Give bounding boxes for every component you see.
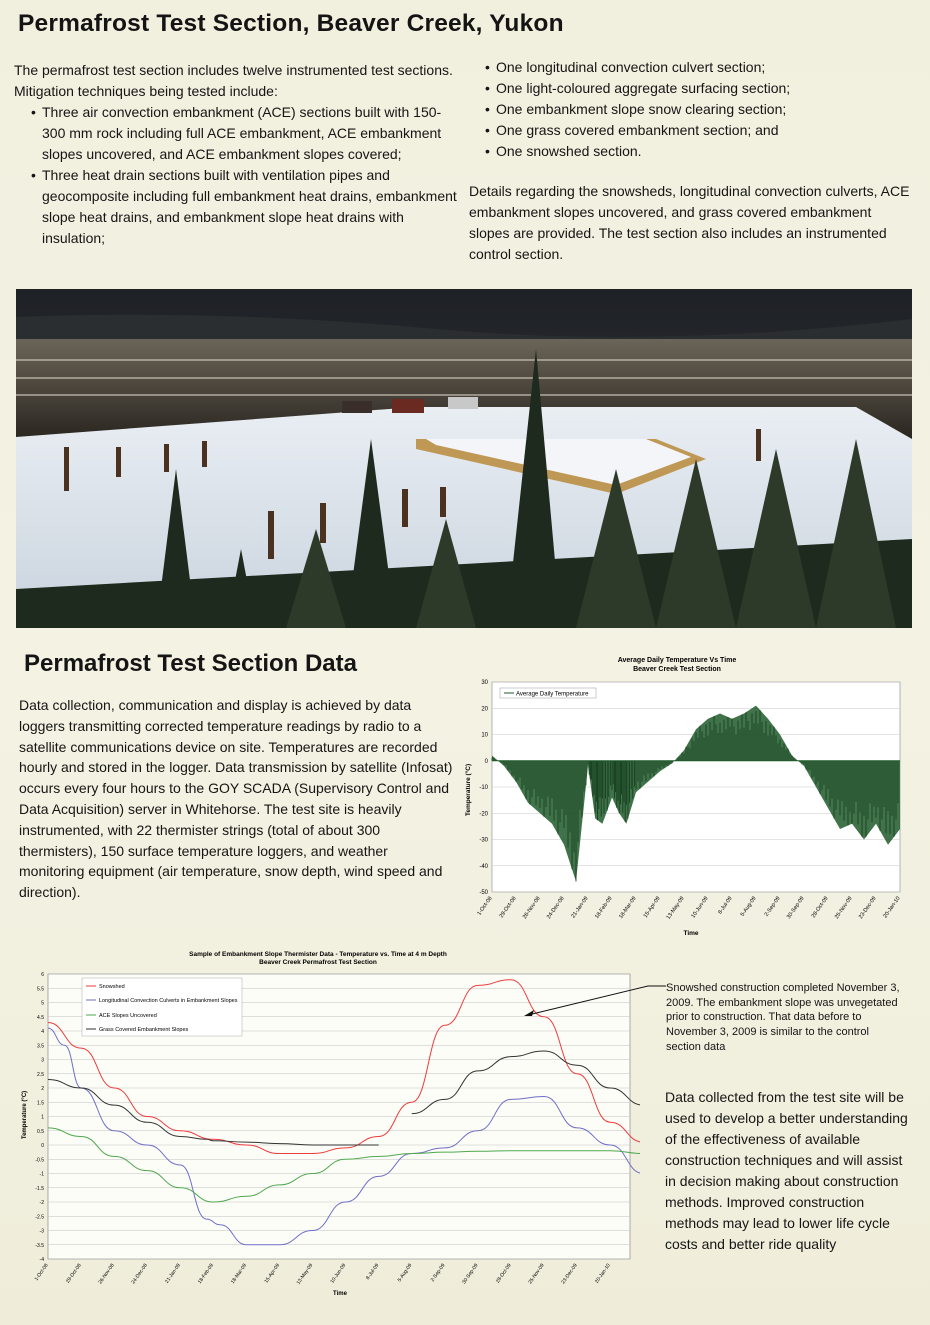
chart2-y-tick-label: 5.5 [37,986,44,993]
chart2-x-tick-label: 2-Sep-09 [429,1262,447,1284]
chart1-x-tick-label: 8-Jul-09 [717,895,734,916]
chart1-x-tick-label: 20-Jan-10 [882,895,902,920]
chart1-y-tick-label: 0 [484,758,488,765]
chart2-title: Sample of Embankment Slope Thermister Data - Temperature vs. Time at 4 m Depth [189,951,447,958]
chart2-y-tick-label: 3.5 [37,1043,44,1050]
chart1-y-tick-label: -30 [479,837,488,844]
bullet-culvert: • One longitudinal convection culvert section; [496,57,914,78]
chart2-y-tick-label: 2 [41,1086,44,1092]
chart1-x-tick-label: 5-Aug-09 [739,895,758,918]
chart2-y-tick-label: -2.5 [35,1214,44,1221]
chart2-x-tick-label: 5-Aug-09 [396,1262,414,1284]
intro-bullet-list [14,102,464,249]
chart2-legend-grass: Grass Covered Embankment Slopes [99,1027,189,1033]
chart2-y-axis-label: Temperature (°C) [22,1090,28,1140]
chart2-x-axis-label: Time [333,1291,347,1297]
chart2-y-tick-label: 4 [41,1029,44,1035]
chart1-x-tick-label: 18-Feb-09 [594,895,614,920]
chart2-x-tick-label: 24-Dec-08 [130,1262,149,1286]
data-section-paragraph: Data collection, communication and display is achieved by data loggers transmitting corrected temperature readings by radio to a satellite communications device on site. Temperatures are recorded hourly and stored in the logger. Data transmission by satellite (Infosat) occurs every four hours to the GOY SCADA (Supervisory Control and Data Acquisition) server in Whitehorse. The test site is heavily instrumented, with 22 thermister strings (total of about 300 thermisters), 150 surface temperature loggers, and weather monitoring equipment (air temperature, snow depth, wind speed and direction). [19,697,453,901]
chart1-y-tick-label: 10 [481,732,488,739]
chart2-y-tick-label: -2 [39,1200,44,1206]
chart2-y-tick-label: -3.5 [35,1242,44,1249]
data-section-heading: Permafrost Test Section Data [24,650,357,677]
chart2-y-tick-label: -3 [39,1228,44,1235]
chart2-y-tick-label: 0 [41,1143,44,1149]
chart1-x-tick-label: 25-Nov-09 [833,895,854,921]
chart2-y-tick-label: -1 [39,1171,44,1178]
chart1-y-tick-label: 30 [481,680,488,686]
test-site-photo [16,289,912,628]
conclusion-paragraph: Data collected from the test site will be used to develop a better understanding of the effectiveness of available construction techniques and will assist in decision making about construction methods. Improved construction methods may lead to lower life cycle costs and better ride quality [665,1089,908,1252]
chart1-legend-label: Average Daily Temperature [516,691,589,698]
chart2-y-tick-label: 3 [41,1057,44,1064]
chart1-title: Average Daily Temperature Vs Time [617,657,737,664]
chart2-x-tick-label: 13-May-09 [295,1262,315,1286]
chart2-x-tick-label: 23-Dec-09 [560,1262,579,1286]
chart2-x-tick-label: 28-Oct-09 [494,1262,513,1285]
chart2-x-tick-label: 21-Jan-09 [164,1262,182,1285]
chart2-x-tick-label: 1-Oct-08 [33,1262,50,1283]
chart1-x-tick-label: 1-Oct-08 [476,895,494,917]
bullet-light-surfacing: • One light-coloured aggregate surfacing section; [496,78,914,99]
chart1-y-axis-label: Temperature (°C) [465,763,472,817]
chart2-y-tick-label: 1 [41,1114,44,1121]
chart2-x-tick-label: 25-Nov-09 [527,1262,546,1286]
chart1-x-tick-label: 26-Nov-08 [521,895,542,921]
chart2-legend-ace: ACE Slopes Uncovered [99,1013,157,1019]
chart1-x-tick-label: 15-Apr-09 [642,895,662,920]
chart1-y-tick-label: -10 [479,785,488,791]
chart2-y-tick-label: 5 [41,1000,44,1007]
chart2-x-tick-label: 10-Jun-09 [329,1262,348,1285]
details-paragraph: Details regarding the snowsheds, longitudinal convection culverts, ACE embankment slopes uncovered, and grass covered embankment slopes are provided. The test section also includes an instrumented control section. [469,183,910,262]
bullet-grass-covered: • One grass covered embankment section; and [496,120,914,141]
chart2-x-tick-label: 18-Mar-09 [229,1262,249,1286]
chart2-y-tick-label: 1.5 [37,1100,44,1107]
chart2-y-tick-label: -4 [39,1257,44,1263]
bullet-snow-clearing: • One embankment slope snow clearing section; [496,99,914,120]
chart1-x-tick-label: 23-Dec-09 [857,895,878,921]
chart1-x-tick-label: 2-Sep-09 [763,895,782,918]
air-temperature-chart [460,652,915,942]
chart2-subtitle: Beaver Creek Permafrost Test Section [259,959,377,966]
snowy-test-site-illustration [16,289,912,628]
chart1-x-tick-label: 10-Jun-09 [690,895,710,920]
intro-text [14,60,464,249]
chart1-y-tick-label: -20 [479,811,488,818]
chart1-subtitle: Beaver Creek Test Section [633,666,721,673]
chart2-y-tick-label: -1.5 [35,1185,44,1192]
chart2-x-tick-label: 30-Sep-09 [461,1262,480,1286]
chart2-legend [82,978,242,1036]
chart1-x-axis-label: Time [683,930,699,937]
chart1-x-tick-label: 18-Mar-09 [618,895,638,920]
section-bullet-list [484,57,914,162]
chart2-y-tick-label: 6 [41,972,44,978]
chart2-x-tick-label: 15-Apr-09 [263,1262,282,1285]
chart2-x-tick-label: 18-Feb-09 [196,1262,215,1286]
chart2-y-tick-label: 4.5 [37,1014,44,1021]
chart1-y-tick-label: -50 [479,890,488,896]
chart1-y-tick-label: 20 [481,706,488,713]
chart2-x-tick-label: 26-Nov-08 [97,1262,116,1286]
annotation-arrow [520,980,670,1020]
intro-bullet-ace: • Three air convection embankment (ACE) sections built with 150-300 mm rock including full ACE embankment, ACE embankment slopes uncovered, and ACE embankment slopes covered; [42,102,464,165]
section-list-column [484,57,914,162]
chart2-x-tick-label: 20-Jan-10 [593,1262,612,1285]
chart1-x-tick-label: 13-May-09 [665,895,686,921]
chart2-y-tick-label: 2.5 [37,1071,44,1078]
chart2-legend-culverts: Longitudinal Convection Culverts in Embankment Slopes [99,998,238,1004]
chart1-x-tick-label: 28-Oct-09 [810,895,830,920]
chart2-legend-snowshed: Snowshed [99,984,125,990]
chart2-y-ticks [35,972,44,1263]
page-title: Permafrost Test Section, Beaver Creek, Yukon [18,10,564,37]
chart2-x-tick-label: 29-Oct-08 [65,1262,83,1285]
chart1-y-tick-label: -40 [479,863,488,870]
intro-bullet-heat-drain: • Three heat drain sections built with ventilation pipes and geocomposite including full embankment heat drains, embankment slope heat drains, and embankment slope heat drains with insulation; [42,165,464,249]
chart2-x-ticks [34,1263,612,1286]
chart1-x-tick-label: 21-Jan-09 [570,895,590,920]
chart1-x-tick-label: 30-Sep-09 [785,895,806,921]
chart1-x-tick-label: 24-Dec-08 [545,895,566,921]
chart1-x-tick-label: 29-Oct-08 [498,895,518,920]
bullet-snowshed: • One snowshed section. [496,141,914,162]
chart1-legend [500,688,596,698]
snowshed-annotation: Snowshed construction completed November 3, 2009. The embankment slope was unvegetated prior to construction. That data before to November 3, 2009 is similar to the control section data [666,982,900,1053]
chart1-x-ticks [476,896,901,921]
chart2-y-tick-label: -0.5 [35,1157,44,1164]
chart1-y-ticks [479,680,488,896]
chart2-y-tick-label: 0.5 [37,1128,44,1135]
chart2-x-tick-label: 8-Jul-09 [365,1262,381,1281]
intro-paragraph: The permafrost test section includes twelve instrumented test sections. Mitigation techniques being tested include: [14,62,453,99]
